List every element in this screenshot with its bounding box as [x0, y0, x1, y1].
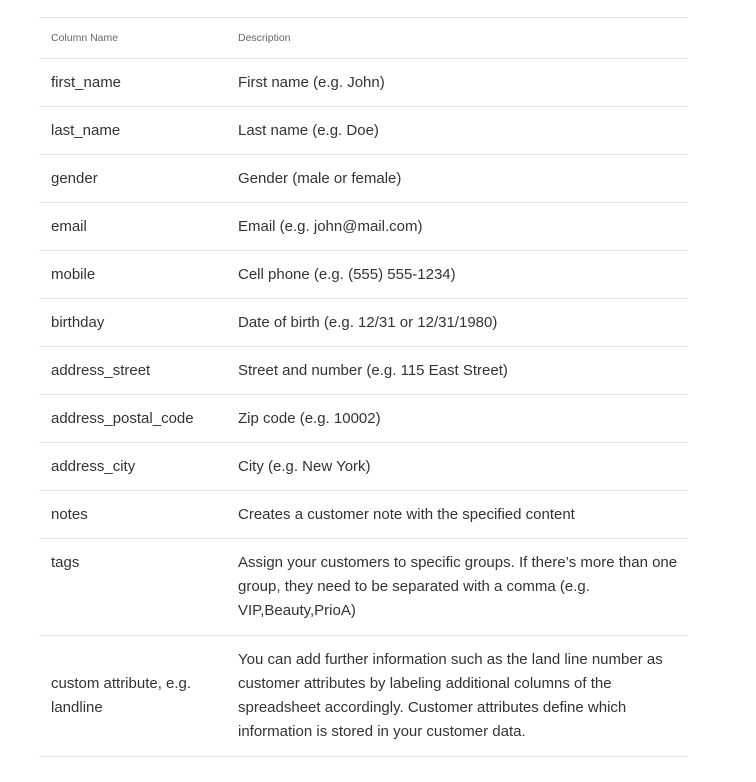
table-row: [39, 443, 688, 491]
table-header-row: [39, 18, 688, 59]
column-name-cell: mobile: [51, 265, 96, 283]
description-cell: Creates a customer note with the specified content: [238, 505, 575, 523]
table-row: [39, 347, 688, 395]
description-cell: Street and number (e.g. 115 East Street): [238, 361, 508, 379]
table-row: [39, 251, 688, 299]
description-cell: Gender (male or female): [238, 169, 402, 187]
description-cell: Zip code (e.g. 10002): [238, 409, 381, 427]
description-cell: City (e.g. New York): [238, 457, 371, 475]
table-row: [39, 59, 688, 107]
table-row: [39, 107, 688, 155]
column-name-cell: gender: [51, 169, 98, 187]
description-header: Description: [238, 32, 291, 44]
table-row: [39, 395, 688, 443]
table-row: [39, 636, 688, 757]
column-name-cell: email: [51, 217, 87, 235]
column-name-cell: first_name: [51, 73, 122, 91]
column-name-cell: tags: [51, 554, 80, 571]
table-header: [39, 18, 688, 59]
table-row: [39, 203, 688, 251]
table-row: [39, 491, 688, 539]
import-columns-table: [39, 17, 688, 757]
import-columns-table-container: [39, 17, 688, 757]
column-name-cell: address_street: [51, 361, 151, 379]
column-name-header: Column Name: [51, 32, 119, 44]
description-cell: First name (e.g. John): [238, 73, 385, 91]
column-name-cell: last_name: [51, 121, 121, 139]
description-cell: Last name (e.g. Doe): [238, 121, 379, 139]
column-name-cell: notes: [51, 505, 88, 523]
table-row: [39, 155, 688, 203]
description-cell: Assign your customers to specific groups. If there’s more than one group, they need to be separated with a comma (e.g. VIP,Beauty,PrioA): [238, 554, 678, 619]
description-cell: Date of birth (e.g. 12/31 or 12/31/1980): [238, 313, 498, 331]
description-cell: You can add further information such as the land line number as customer attributes by labeling additional columns of the spreadsheet accordingly. Customer attributes define which information is stored in your customer data.: [238, 651, 663, 740]
description-cell: Cell phone (e.g. (555) 555-1234): [238, 265, 456, 283]
column-name-cell: address_postal_code: [51, 409, 194, 427]
column-name-cell: custom attribute, e.g. landline: [51, 675, 192, 716]
column-name-cell: address_city: [51, 457, 136, 475]
table-row: [39, 299, 688, 347]
table-body: [39, 59, 688, 757]
description-cell: Email (e.g. john@mail.com): [238, 217, 423, 235]
column-name-cell: birthday: [51, 313, 105, 331]
table-row: [39, 539, 688, 636]
